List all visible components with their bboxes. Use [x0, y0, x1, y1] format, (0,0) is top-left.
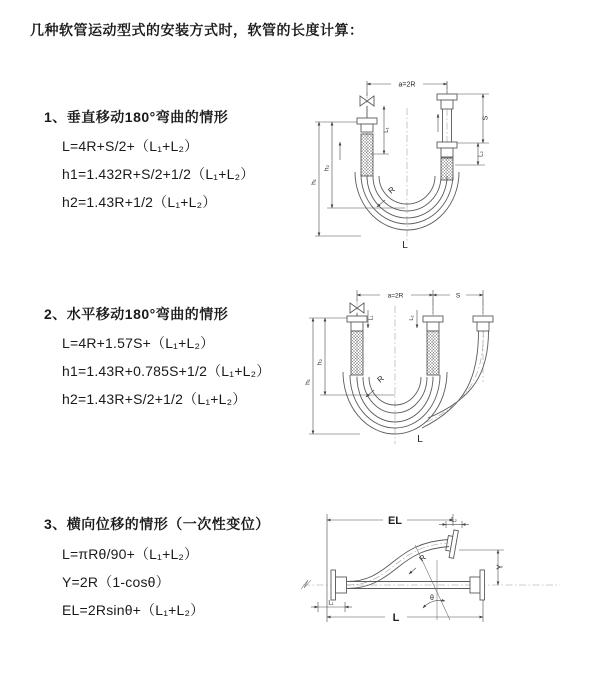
dim-label-y: Y	[495, 564, 505, 570]
dim-label-r: R	[375, 373, 386, 385]
radius-construction	[409, 545, 450, 620]
left-fitting	[347, 316, 367, 375]
section-3-formula-y: Y=2R（1-cosθ）	[62, 574, 170, 590]
dim-label-el: EL	[387, 515, 403, 527]
dim-label-l2: L₂	[451, 517, 457, 524]
section-1-formula-h1: h1=1.432R+S/2+1/2（L₁+L₂）	[62, 166, 255, 182]
section-2-formula-h2: h2=1.43R+S/2+1/2（L₁+L₂）	[62, 391, 247, 407]
right-flange	[470, 570, 485, 600]
left-flange	[331, 570, 347, 600]
dim-top-width	[367, 81, 447, 96]
right-fitting	[473, 316, 493, 331]
dim-fitting1	[311, 601, 352, 613]
dim-label-theta: θ	[430, 595, 434, 602]
dim-label-l2: L₂	[409, 315, 415, 321]
dim-label-l1: L₁	[368, 315, 375, 321]
section-1-heading: 1、垂直移动180°弯曲的情形	[44, 109, 229, 125]
braided-hose-left	[351, 331, 363, 375]
dim-heights	[311, 122, 406, 236]
doc-title: 几种软管运动型式的安装方式时，软管的长度计算：	[30, 22, 364, 38]
dim-label-length: L	[392, 612, 400, 624]
diagram-lateral-displacement	[295, 500, 600, 645]
centerlines	[357, 299, 483, 444]
diagram-vertical-180	[305, 70, 595, 265]
dim-label-s: S	[455, 292, 461, 300]
section-3-formula-el: EL=2Rsinθ+（L₁+L₂）	[62, 602, 205, 618]
dim-label-length: L	[402, 240, 408, 251]
dim-label-length: L	[417, 434, 423, 445]
section-1-formula-h2: h2=1.43R+1/2（L₁+L₂）	[62, 194, 217, 210]
section-3-formula-l: L=πRθ/90+（L₁+L₂）	[62, 546, 199, 562]
dim-label-l2: L₂	[478, 151, 485, 157]
dim-length	[327, 600, 483, 624]
dim-label-h1: h₁	[310, 179, 318, 185]
braided-hose-left	[361, 134, 373, 176]
upper-flange	[445, 529, 459, 558]
dim-fitting2	[439, 518, 469, 529]
section-1-formula-l: L=4R+S/2+（L₁+L₂）	[62, 138, 199, 154]
dim-label-s: S	[482, 115, 490, 121]
dim-label-h2: h₂	[323, 164, 331, 172]
section-2-formula-h1: h1=1.43R+0.785S+1/2（L₁+L₂）	[62, 363, 271, 379]
diagram-horizontal-180	[300, 282, 600, 462]
dim-label-l1: L₁	[328, 600, 334, 607]
dim-label-h2: h₂	[316, 358, 324, 366]
dim-label-r: R	[417, 552, 428, 564]
dim-travel	[455, 94, 490, 165]
centerline-break-mark	[301, 580, 311, 589]
dim-label-r: R	[386, 184, 397, 196]
dim-label-a2r: a=2R	[398, 81, 416, 89]
braided-hose-middle	[427, 331, 439, 375]
middle-fitting	[423, 316, 443, 375]
valve-icon	[360, 96, 374, 118]
movement-arrows	[340, 114, 438, 160]
section-2-heading: 2、水平移动180°弯曲的情形	[44, 306, 229, 322]
dim-extended-length	[327, 514, 453, 622]
dim-label-l1: L₁	[384, 127, 390, 133]
section-3-heading: 3、横向位移的情形（一次性变位）	[44, 516, 270, 532]
dim-fittings	[368, 310, 417, 328]
left-fitting	[357, 118, 377, 176]
dim-label-a2r: a=2R	[387, 292, 404, 300]
dim-label-h1: h₁	[304, 379, 312, 385]
dim-fitting1	[371, 106, 390, 154]
dim-top-width	[357, 290, 483, 314]
section-2-formula-l: L=4R+1.57S+（L₁+L₂）	[62, 335, 215, 351]
